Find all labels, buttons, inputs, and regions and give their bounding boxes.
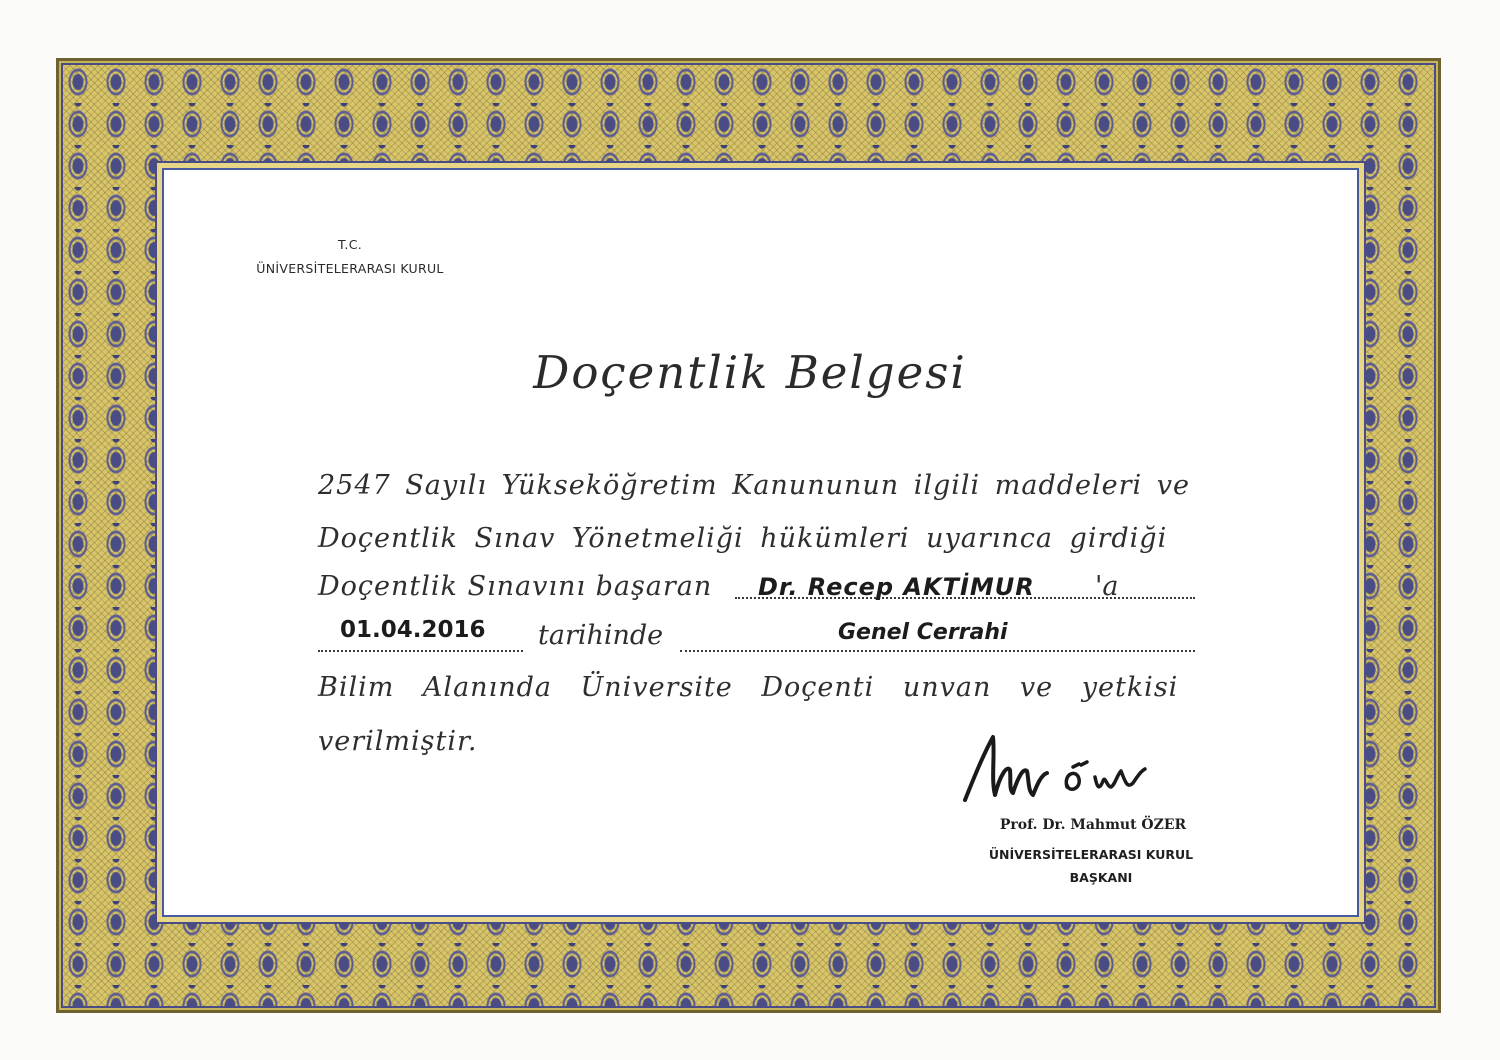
issuer-country: T.C.: [337, 237, 363, 252]
issuer-organization: ÜNİVERSİTELERARASI KURUL: [256, 261, 444, 276]
recipient-name: Dr. Recep AKTİMUR: [758, 573, 1035, 601]
date-suffix: tarihinde: [538, 620, 664, 651]
signature-image: [955, 725, 1165, 815]
body-line-5: Bilim Alanında Üniversite Doçenti unvan ve yetkisi: [318, 672, 1179, 703]
field-of-science: Genel Cerrahi: [838, 620, 1008, 645]
date-dotted-line: [318, 650, 523, 652]
issuer-header: [235, 233, 465, 281]
body-line-1: 2547 Sayılı Yükseköğretim Kanununun ilgili maddeleri ve: [318, 470, 1190, 501]
body-line-2: Doçentlik Sınav Yönetmeliği hükümleri uyarınca girdiği: [318, 523, 1168, 554]
signatory-organization: ÜNİVERSİTELERARASI KURUL: [988, 847, 1194, 862]
body-line-6: verilmiştir.: [318, 726, 478, 757]
body-line-3-prefix: Doçentlik Sınavını başaran: [318, 571, 713, 602]
award-date: 01.04.2016: [340, 617, 486, 643]
certificate-title: Doçentlik Belgesi: [533, 346, 967, 399]
recipient-suffix: 'a: [1095, 571, 1119, 602]
field-dotted-line: [680, 650, 1195, 652]
signatory-role: BAŞKANI: [1069, 870, 1133, 885]
signatory-name: Prof. Dr. Mahmut ÖZER: [999, 817, 1187, 833]
